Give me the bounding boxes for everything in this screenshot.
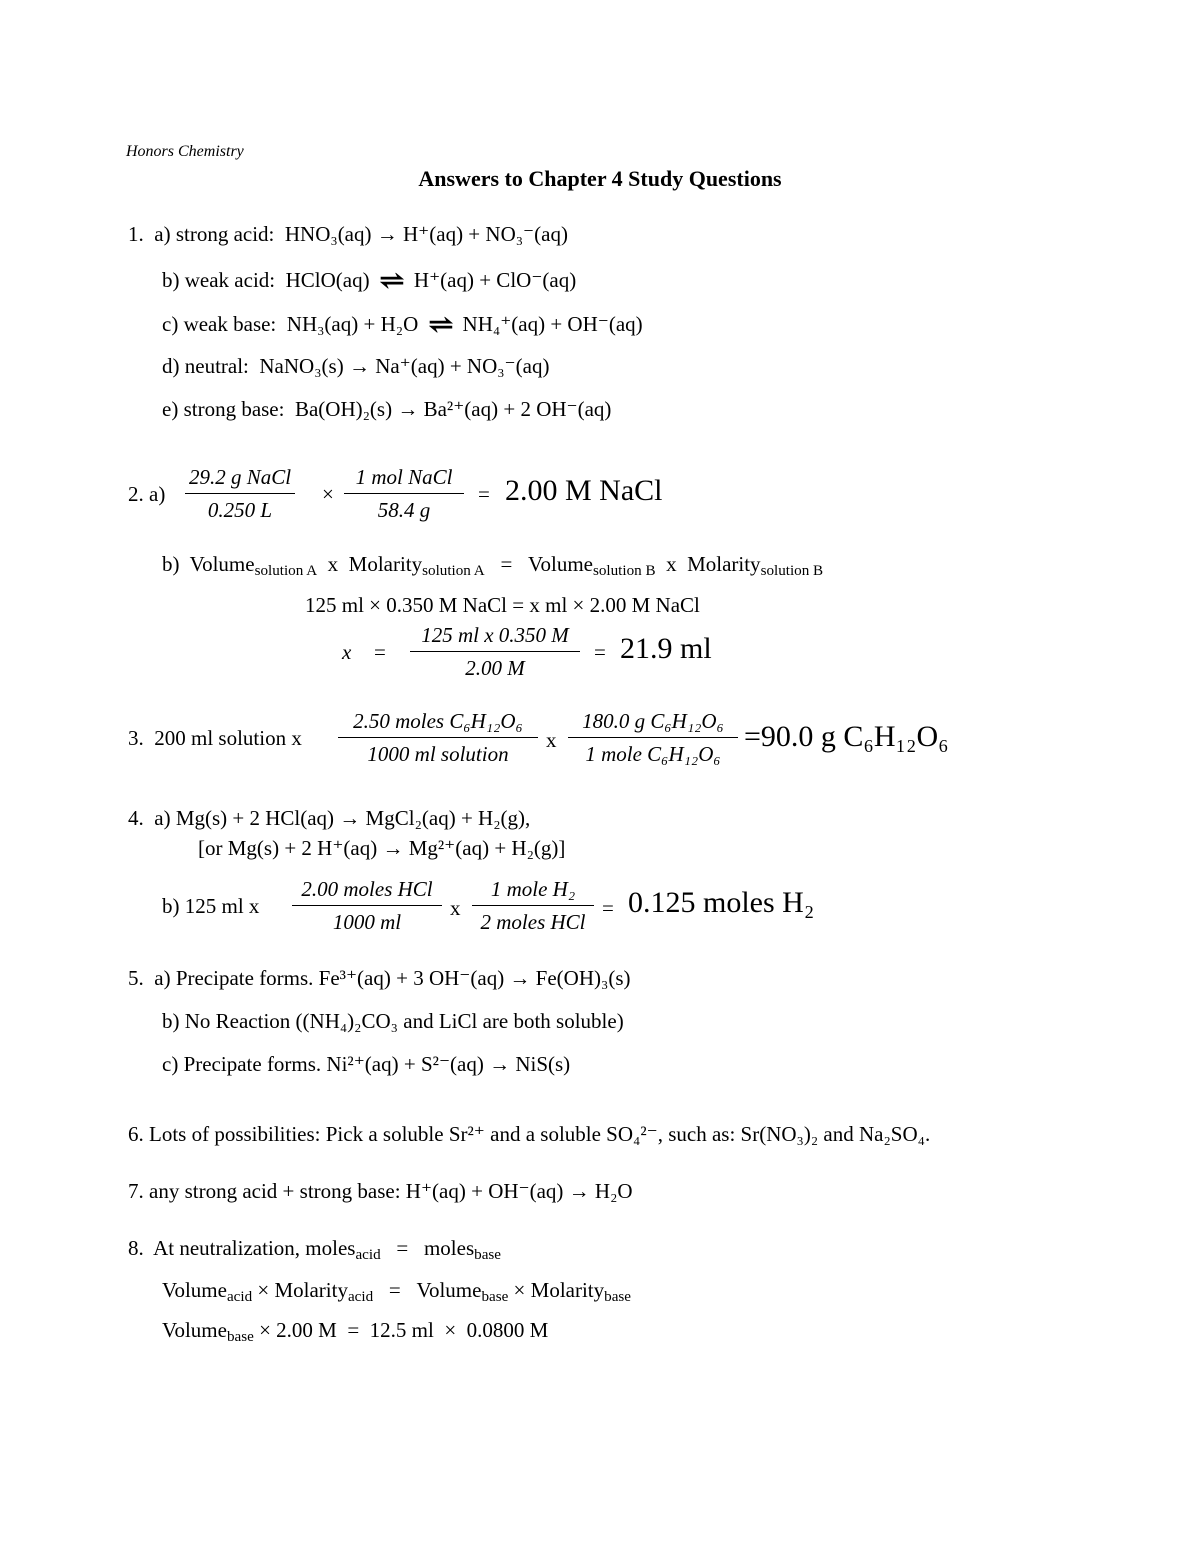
q2-x-label: x xyxy=(342,640,352,664)
q2-b-formula: b) Volume$_{solution A}$ x Molarity$_{solution A}$ = Volume$_{solution B}$ x Molarity$_{solution B}$ xyxy=(162,552,824,580)
q4-equals: = xyxy=(602,896,614,920)
q3-lead: 3. 200 ml solution x xyxy=(128,726,302,750)
q2-fraction-1: 29.2 g NaCl 0.250 L xyxy=(185,466,295,522)
q4-b-lead: b) 125 ml x xyxy=(162,894,260,918)
q2-x-result: 21.9 ml xyxy=(620,632,712,665)
q3-fraction-2: 180.0 g C₆H₁₂O₆ 1 mole C₆H₁₂O₆ xyxy=(568,710,738,766)
q2-number: 2. a) xyxy=(128,482,166,506)
q2-x-result-equals: = xyxy=(594,640,606,664)
q4-result: 0.125 moles H₂ xyxy=(628,886,815,919)
q1-d: d) neutral: NaNO₃(s) → Na⁺(aq) + NO₃⁻(aq) xyxy=(162,354,550,378)
q4-fraction-1: 2.00 moles HCl 1000 ml xyxy=(292,878,442,934)
q5-a: 5. a) Precipate forms. Fe³⁺(aq) + 3 OH⁻(aq) → Fe(OH)₃(s) xyxy=(128,966,631,990)
q5-b: b) No Reaction ((NH₄)₂CO₃ and LiCl are both soluble) xyxy=(162,1009,624,1033)
q4-a: 4. a) Mg(s) + 2 HCl(aq) → MgCl₂(aq) + H₂(g), xyxy=(128,806,531,830)
q6: 6. Lots of possibilities: Pick a soluble Sr²⁺ and a soluble SO₄²⁻, such as: Sr(NO₃)₂ and Na₂SO₄. xyxy=(128,1122,931,1146)
q8-line1: 8. At neutralization, moles$_{acid}$ = moles$_{base}$ xyxy=(128,1236,501,1264)
q4-fraction-2: 1 mole H₂ 2 moles HCl xyxy=(472,878,594,934)
q2-b-line2: 125 ml × 0.350 M NaCl = x ml × 2.00 M NaCl xyxy=(305,593,700,617)
equilibrium-arrow-icon: ⇌ xyxy=(378,266,405,295)
course-header: Honors Chemistry xyxy=(126,143,244,160)
q3-fraction-1: 2.50 moles C₆H₁₂O₆ 1000 ml solution xyxy=(338,710,538,766)
q1-b: b) weak acid: HClO(aq) ⇌ H⁺(aq) + ClO⁻(aq) xyxy=(162,266,577,295)
q2-times: × xyxy=(322,482,334,506)
q2-equals: = xyxy=(478,482,490,506)
q2-result: 2.00 M NaCl xyxy=(505,474,663,507)
q4-a-alt: [or Mg(s) + 2 H⁺(aq) → Mg²⁺(aq) + H₂(g)] xyxy=(198,836,566,860)
q8-line3: Volume$_{base}$ × 2.00 M = 12.5 ml × 0.0800 M xyxy=(162,1318,549,1346)
q8-line2: Volume$_{acid}$ × Molarity$_{acid}$ = Volume$_{base}$ × Molarity$_{base}$ xyxy=(162,1278,631,1306)
equilibrium-arrow-icon: ⇌ xyxy=(427,310,454,339)
q1-e: e) strong base: Ba(OH)₂(s) → Ba²⁺(aq) + 2 OH⁻(aq) xyxy=(162,397,612,421)
q7: 7. any strong acid + strong base: H⁺(aq) + OH⁻(aq) → H₂O xyxy=(128,1179,633,1203)
q1-c: c) weak base: NH₃(aq) + H₂O ⇌ NH₄⁺(aq) + OH⁻(aq) xyxy=(162,310,643,339)
q1-a: 1. a) strong acid: HNO₃(aq) → H⁺(aq) + NO₃⁻(aq) xyxy=(128,222,568,246)
q2-x-equals: = xyxy=(374,640,386,664)
q2-x-fraction: 125 ml x 0.350 M 2.00 M xyxy=(410,624,580,680)
q4-times: x xyxy=(450,896,461,920)
q3-result: =90.0 g C₆H₁₂O₆ xyxy=(744,720,949,753)
q5-c: c) Precipate forms. Ni²⁺(aq) + S²⁻(aq) → NiS(s) xyxy=(162,1052,571,1076)
page-title: Answers to Chapter 4 Study Questions xyxy=(418,166,782,191)
q2-fraction-2: 1 mol NaCl 58.4 g xyxy=(344,466,464,522)
q3-times: x xyxy=(546,728,557,752)
